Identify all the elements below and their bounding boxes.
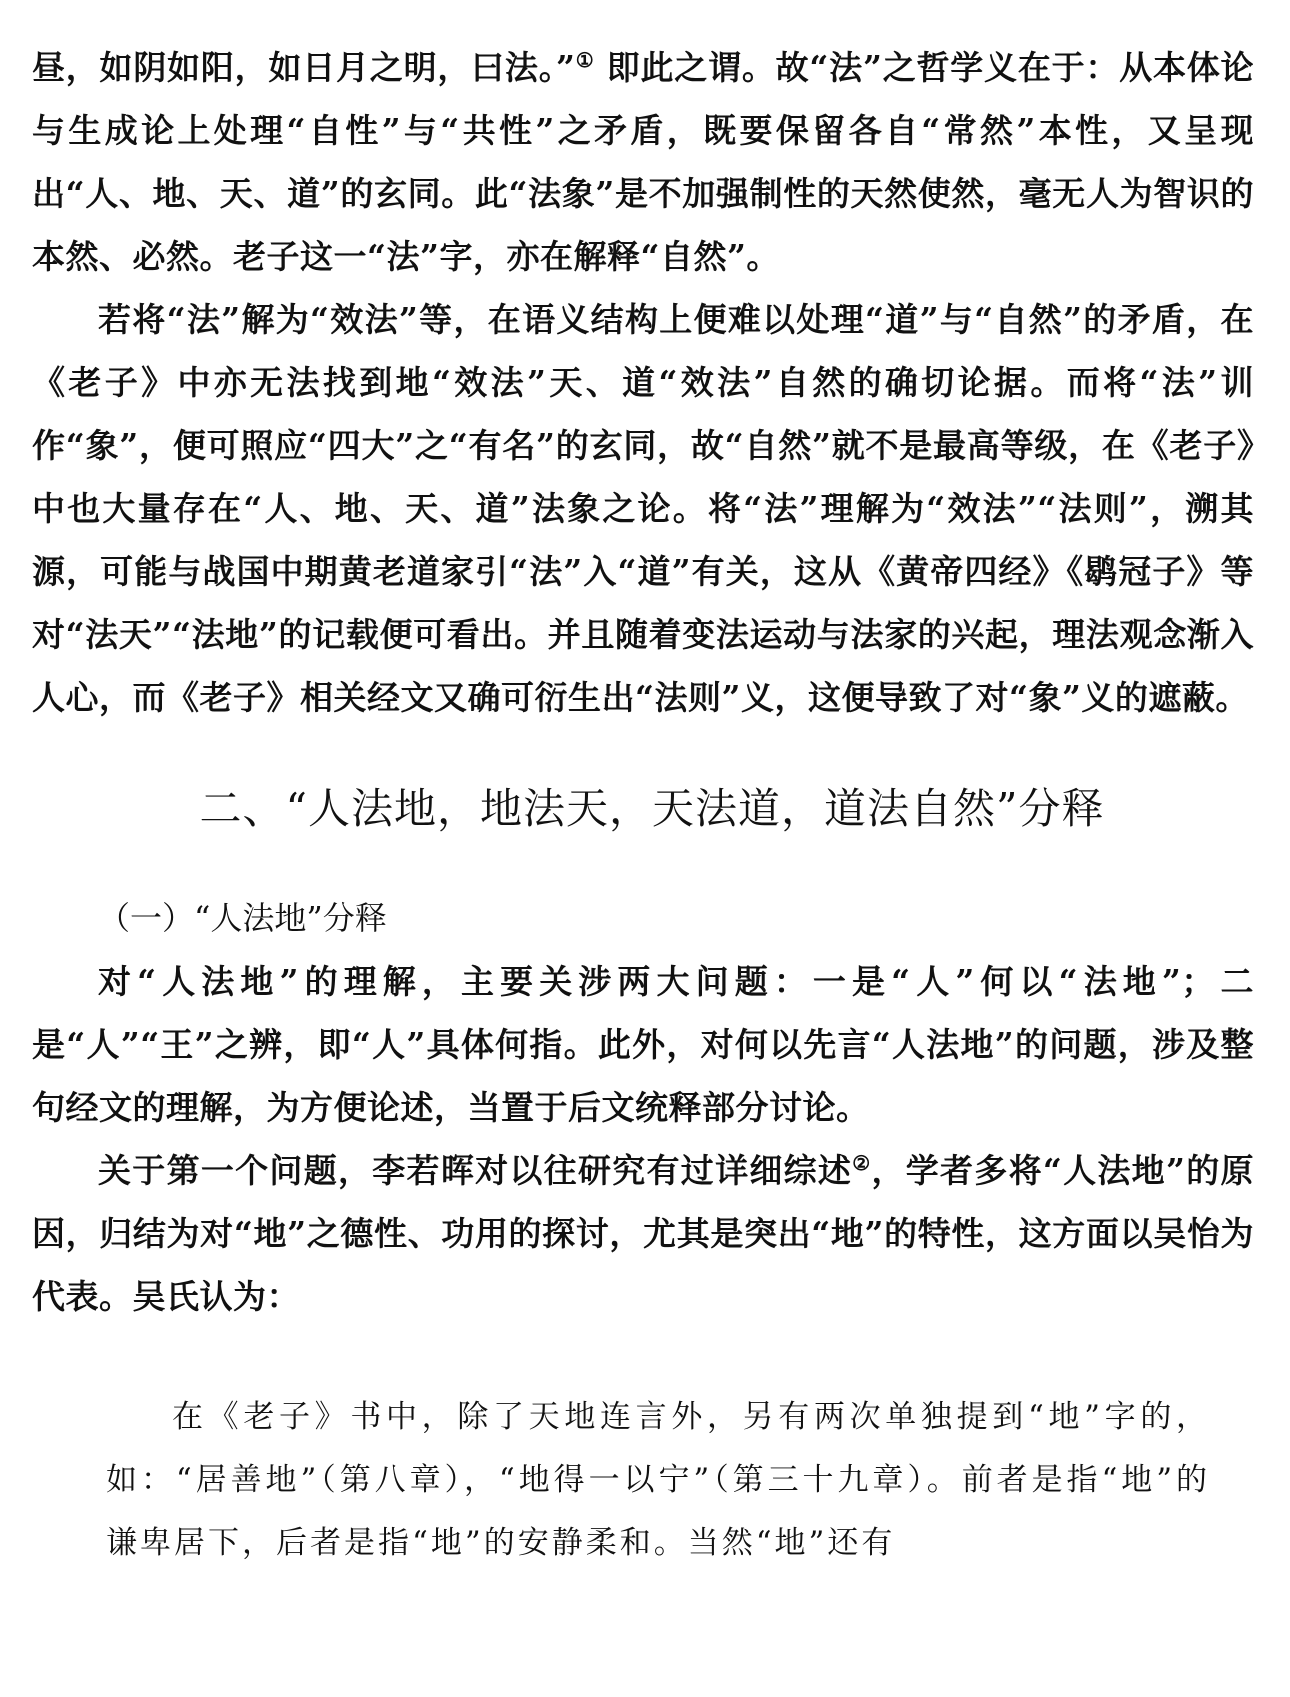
paragraph-4-text-cont: ，学者多将“人法地”的原因，归结为对“地”之德性、功用的探讨，尤其是突出“地”的特性，这方面以吴怡为代表。吴氏认为：: [32, 1151, 1255, 1316]
paragraph-1-text: 昼，如阴如阳，如日月之明，曰法。”: [32, 48, 576, 87]
paragraph-3: 对“人法地”的理解，主要关涉两大问题：一是“人”何以“法地”；二是“人”“王”之辨，即“人”具体何指。此外，对何以先言“人法地”的问题，涉及整句经文的理解，为方便论述，当置于后文统释部分讨论。: [32, 962, 1254, 1127]
section-title: 二、“人法地，地法天，天法道，道法自然”分释: [199, 784, 1105, 833]
paragraph-4: [32, 1139, 1254, 1328]
footnote-ref-2[interactable]: ②: [852, 1151, 872, 1175]
block-quote: [32, 1386, 1254, 1575]
paragraph-4-text: 关于第一个问题，李若晖对以往研究有过详细综述: [98, 1151, 853, 1190]
paragraph-1-text-cont: 即此之谓。故“法”之哲学义在于：从本体论与生成论上处理“自性”与“共性”之矛盾，既要保留各自“常然”本性，又呈现出“人、地、天、道”的玄同。此“法象”是不加强制性的天然使然，毫无人为智识的本然、必然。老子这一“法”字，亦在解释“自然”。: [32, 48, 1255, 276]
footnote-ref-1[interactable]: ①: [575, 48, 595, 72]
paragraph-2: 若将“法”解为“效法”等，在语义结构上便难以处理“道”与“自然”的矛盾，在《老子》中亦无法找到地“效法”天、道“效法”自然的确切论据。而将“法”训作“象”，便可照应“四大”之“有名”的玄同，故“自然”就不是最高等级，在《老子》中也大量存在“人、地、天、道”法象之论。将“法”理解为“效法”“法则”，溯其源，可能与战国中期黄老道家引“法”入“道”有关，这从《黄帝四经》《鹖冠子》等对“法天”“法地”的记载便可看出。并且随着变法运动与法家的兴起，理法观念渐入人心，而《老子》相关经文又确可衍生出“法则”义，这便导致了对“象”义的遮蔽。: [32, 300, 1254, 717]
block-quote-text: 在《老子》书中，除了天地连言外，另有两次单独提到“地”字的，如：“居善地”（第八章），“地得一以宁”（第三十九章）。前者是指“地”的谦卑居下，后者是指“地”的安静柔和。当然“地”还有: [106, 1399, 1210, 1561]
paragraph-1: [32, 36, 1254, 288]
subsection-title: （一）“人法地”分释: [98, 899, 387, 937]
document-page: [32, 36, 1254, 1575]
